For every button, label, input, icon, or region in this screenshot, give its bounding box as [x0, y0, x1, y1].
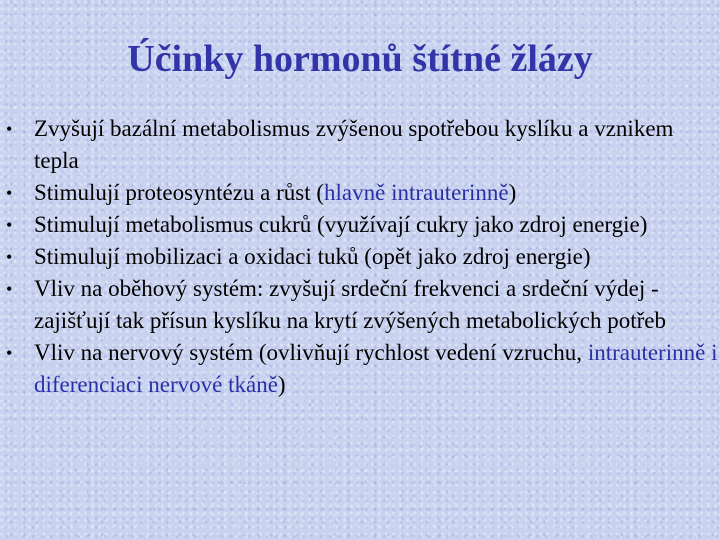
bullet-text: Stimulují mobilizaci a oxidaci tuků (opět jako zdroj energie): [34, 244, 591, 269]
bullet-text: Vliv na nervový systém (ovlivňují rychlost vedení vzruchu,: [34, 340, 588, 365]
bullet-highlight: intrauterinně i diferenciaci nervové tkáně: [34, 340, 718, 397]
bullet-text: Stimulují metabolismus cukrů (využívají cukry jako zdroj energie): [34, 212, 648, 237]
bullet-dot: •: [6, 343, 13, 363]
bullet-text-end: ): [508, 180, 517, 205]
bullet-dot: •: [6, 247, 13, 267]
bullet-dot: •: [6, 279, 13, 299]
bullet-item: [0, 113, 718, 177]
bullet-highlight: hlavně intrauterinně: [324, 180, 509, 205]
bullet-text-end: ): [277, 372, 286, 397]
bullet-dot: •: [6, 119, 13, 139]
bullet-dot: •: [6, 215, 13, 235]
bullet-item: [0, 273, 718, 337]
bullet-item: [0, 209, 718, 241]
bullet-item: [0, 241, 718, 273]
bullet-list: [0, 113, 718, 401]
bullet-text: Vliv na oběhový systém: zvyšují srdeční frekvenci a srdeční výdej - zajišťují tak přísun kyslíku na krytí zvýšených metabolických potřeb: [34, 276, 666, 333]
bullet-dot: •: [6, 183, 13, 203]
bullet-item: [0, 177, 718, 209]
slide-title: Účinky hormonů štítné žlázy: [127, 38, 593, 80]
bullet-text: Zvyšují bazální metabolismus zvýšenou spotřebou kyslíku a vznikem tepla: [34, 116, 674, 173]
bullet-text: Stimulují proteosyntézu a růst (: [34, 180, 325, 205]
bullet-item: [0, 337, 718, 401]
